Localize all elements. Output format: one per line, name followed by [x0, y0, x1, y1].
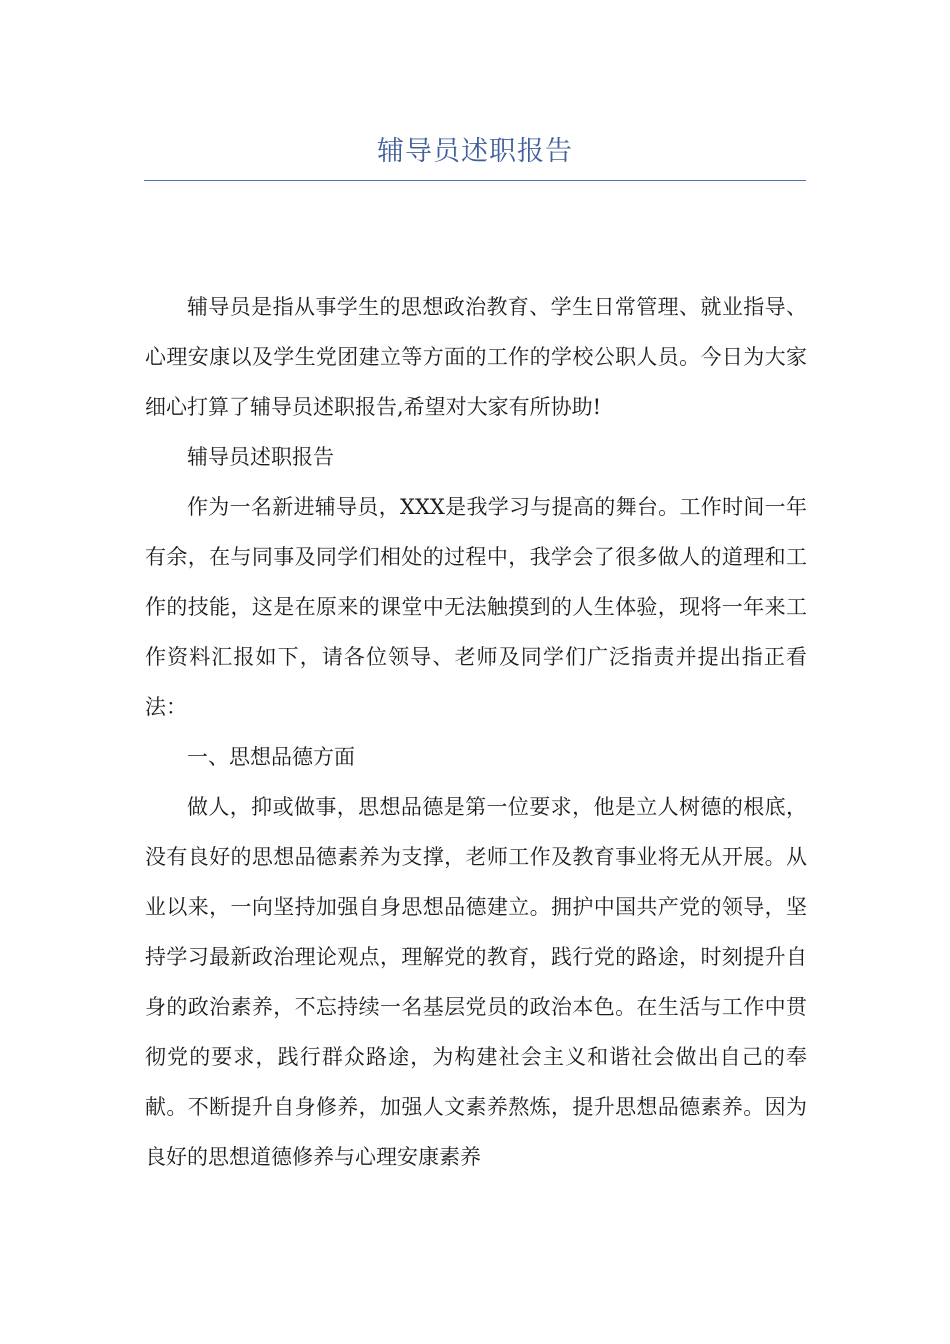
body-paragraph: 作为一名新进辅导员，XXX是我学习与提高的舞台。工作时间一年有余，在与同事及同学们相处的过程中，我学会了很多做人的道理和工作的技能，这是在原来的课堂中无法触摸到的人生体验，现将一年来工作资料汇报如下，请各位领导、老师及同学们广泛指责并提出指正看法：	[145, 495, 807, 719]
intro-paragraph: 辅导员是指从事学生的思想政治教育、学生日常管理、就业指导、心理安康以及学生党团建立等方面的工作的学校公职人员。今日为大家细心打算了辅导员述职报告,希望对大家有所协助!	[145, 295, 807, 419]
document-title: 辅导员述职报告	[377, 136, 573, 167]
body-paragraph: 做人，抑或做事，思想品德是第一位要求，他是立人树德的根底，没有良好的思想品德素养为支撑，老师工作及教育事业将无从开展。从业以来，一向坚持加强自身思想品德建立。拥护中国共产党的领导，坚持学习最新政治理论观点，理解党的教育，践行党的路途，时刻提升自身的政治素养，不忘持续一名基层党员的政治本色。在生活与工作中贯彻党的要求，践行群众路途，为构建社会主义和谐社会做出自己的奉献。不断提升自身修养，加强人文素养熬炼，提升思想品德素养。因为良好的思想道德修养与心理安康素养	[145, 795, 807, 1169]
section-heading-ideology: 一、思想品德方面	[187, 745, 355, 769]
document-body	[145, 282, 807, 1182]
section-heading-report: 辅导员述职报告	[187, 445, 334, 469]
title-underline	[144, 180, 806, 181]
